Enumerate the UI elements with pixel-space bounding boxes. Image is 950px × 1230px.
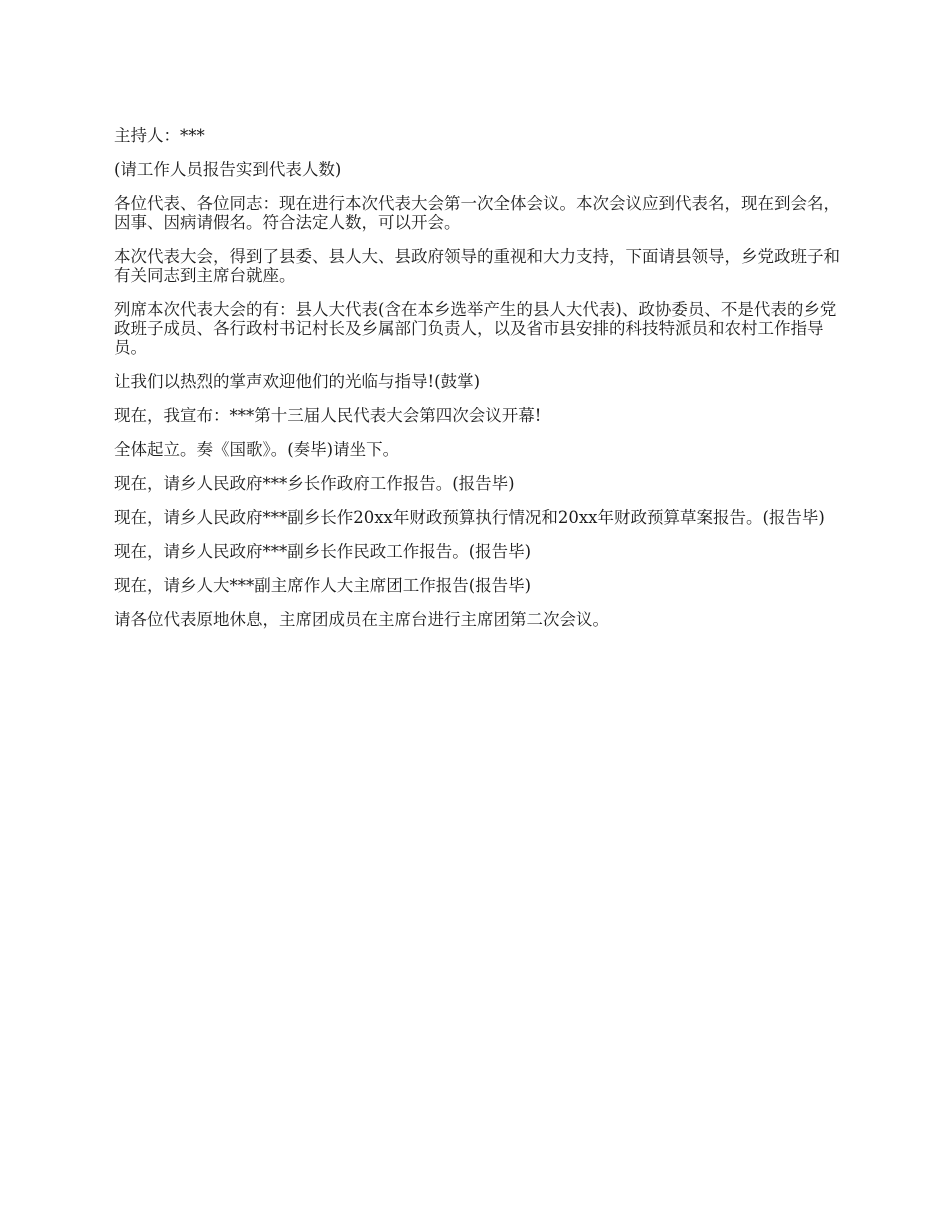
paragraph-budget-report: 现在，请乡人民政府***副乡长作20xx年财政预算执行情况和20xx年财政预算草案报告。(报告毕) (114, 508, 825, 527)
paragraph-applause: 让我们以热烈的掌声欢迎他们的光临与指导!(鼓掌) (114, 372, 481, 391)
paragraph-seating: 本次代表大会，得到了县委、县人大、县政府领导的重视和大力支持，下面请县领导，乡党政班子和有关同志到主席台就座。 (114, 247, 840, 285)
paragraph-note: (请工作人员报告实到代表人数) (114, 160, 342, 179)
paragraph-presidium-report: 现在，请乡人大***副主席作人大主席团工作报告(报告毕) (114, 576, 532, 595)
paragraph-civil-affairs-report: 现在，请乡人民政府***副乡长作民政工作报告。(报告毕) (114, 542, 532, 561)
document-body (114, 126, 842, 644)
paragraph-anthem: 全体起立。奏《国歌》。(奏毕)请坐下。 (114, 440, 400, 459)
paragraph-government-report: 现在，请乡人民政府***乡长作政府工作报告。(报告毕) (114, 474, 515, 493)
paragraph-recess: 请各位代表原地休息，主席团成员在主席台进行主席团第二次会议。 (114, 610, 609, 629)
paragraph-opening: 现在，我宣布：***第十三届人民代表大会第四次会议开幕! (114, 406, 542, 425)
paragraph-observers: 列席本次代表大会的有：县人大代表(含在本乡选举产生的县人大代表)、政协委员、不是代表的乡党政班子成员、各行政村书记村长及乡属部门负责人，以及省市县安排的科技特派员和农村工作指导员。 (114, 300, 837, 357)
paragraph-host: 主持人：*** (114, 126, 205, 145)
paragraph-attendance: 各位代表、各位同志：现在进行本次代表大会第一次全体会议。本次会议应到代表名，现在到会名，因事、因病请假名。符合法定人数，可以开会。 (114, 194, 840, 232)
